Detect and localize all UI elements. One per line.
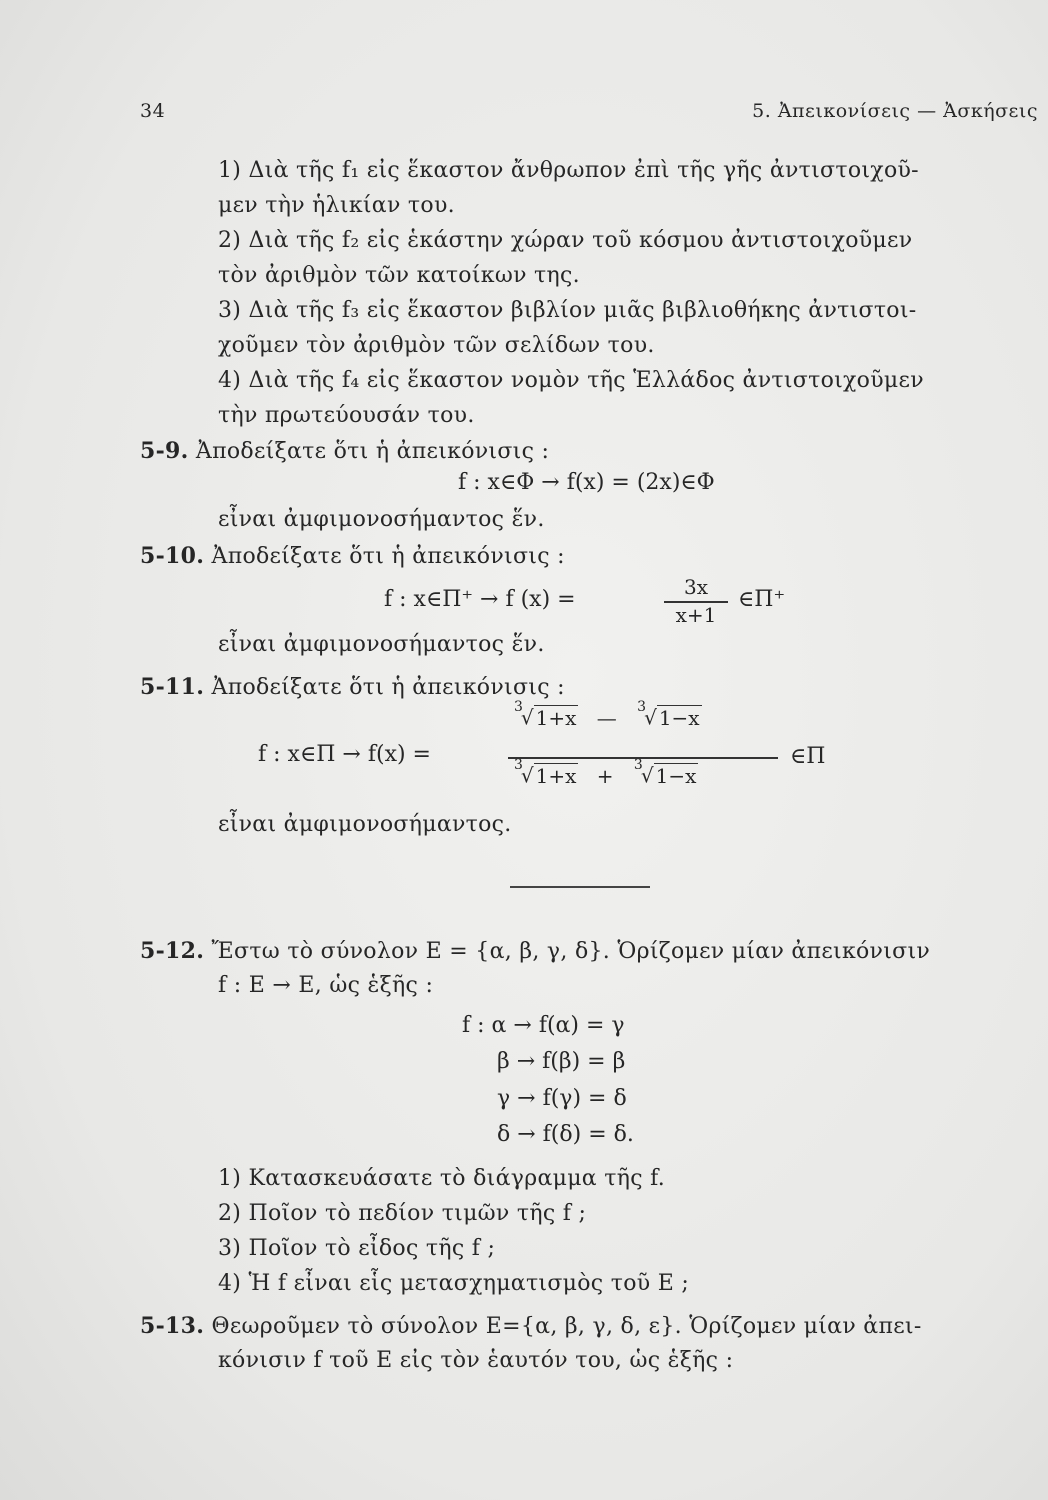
exercise-text: Ἀποδείξατε ὅτι ἡ ἀπεικόνισις : — [195, 439, 550, 464]
exercise-5-13 — [140, 1313, 922, 1339]
question-4: 4) Ἡ f εἶναι εἷς μετασχηματισμὸς τοῦ E ; — [218, 1271, 690, 1296]
formula-5-10-left: f : x∈Π⁺ → f (x) = — [384, 587, 576, 612]
chapter-title: 5. Ἀπεικονίσεις — Ἀσκήσεις — [752, 100, 1038, 122]
exercise-number: 5-9. — [140, 438, 189, 464]
radical-sign: √ — [640, 763, 654, 788]
intro-line-1: 1) Διὰ τῆς f₁ εἰς ἕκαστον ἄνθρωπον ἐπὶ τῆς γῆς ἀντιστοιχοῦ- — [218, 158, 919, 183]
conclusion-5-10: εἶναι ἀμφιμονοσήμαντος ἕν. — [218, 632, 545, 657]
question-1: 1) Κατασκευάσατε τὸ διάγραμμα τῆς f. — [218, 1166, 666, 1191]
mapping-beta: β → f(β) = β — [497, 1049, 626, 1074]
question-2: 2) Ποῖον τὸ πεδίον τιμῶν τῆς f ; — [218, 1201, 587, 1226]
plus-operator: + — [596, 763, 614, 788]
radicand: 1+x — [535, 705, 577, 730]
mapping-gamma: γ → f(γ) = δ — [497, 1086, 627, 1111]
conclusion-5-11: εἶναι ἀμφιμονοσήμαντος. — [218, 812, 512, 837]
intro-line-2: μεν τὴν ἡλικίαν του. — [218, 193, 455, 218]
section-separator — [510, 886, 650, 888]
radicand: 1−x — [658, 705, 700, 730]
root-index: 3 — [514, 757, 523, 773]
exercise-5-13-line2: κόνισιν f τοῦ E εἰς τὸν ἑαυτόν του, ὡς ἑξῆς : — [218, 1348, 734, 1373]
exercise-number: 5-10. — [140, 543, 205, 569]
exercise-5-11 — [140, 674, 565, 700]
exercise-number: 5-11. — [140, 674, 205, 700]
exercise-number: 5-12. — [140, 938, 205, 964]
exercise-text: Ἀποδείξατε ὅτι ἡ ἀπεικόνισις : — [211, 675, 565, 700]
denominator-radicals — [512, 757, 698, 788]
exercise-5-12 — [140, 938, 930, 964]
page-number: 34 — [140, 100, 166, 122]
mapping-delta: δ → f(δ) = δ. — [497, 1122, 634, 1147]
intro-line-8: τὴν πρωτεύουσάν του. — [218, 403, 475, 428]
exercise-text: Ἀποδείξατε ὅτι ἡ ἀπεικόνισις : — [211, 544, 565, 569]
fraction-numerator: 3x — [683, 575, 708, 599]
conclusion-5-9: εἶναι ἀμφιμονοσήμαντος ἕν. — [218, 507, 545, 532]
root-index: 3 — [633, 757, 643, 773]
exercise-text: Ἔστω τὸ σύνολον E = {α, β, γ, δ}. Ὁρίζομεν μίαν ἀπεικόνισιν — [211, 939, 931, 964]
root-index: 3 — [514, 699, 523, 715]
formula-5-11-right: ∈Π — [790, 744, 826, 769]
fraction-bar — [508, 757, 778, 759]
intro-line-7: 4) Διὰ τῆς f₄ εἰς ἕκαστον νομὸν τῆς Ἑλλάδος ἀντιστοιχοῦμεν — [218, 368, 924, 393]
radical-sign: √ — [644, 705, 657, 730]
exercise-number: 5-13. — [140, 1313, 205, 1339]
radicand: 1−x — [655, 763, 697, 788]
exercise-5-10 — [140, 543, 565, 569]
radical-sign: √ — [520, 763, 534, 788]
exercise-5-12-line2: f : E → E, ὡς ἑξῆς : — [218, 973, 434, 998]
mapping-alpha: f : α → f(α) = γ — [462, 1013, 625, 1038]
radicand: 1+x — [535, 763, 577, 788]
fraction-denominator: x+1 — [675, 603, 717, 627]
intro-line-3: 2) Διὰ τῆς f₂ εἰς ἑκάστην χώραν τοῦ κόσμου ἀντιστοιχοῦμεν — [218, 228, 913, 253]
root-index: 3 — [637, 699, 647, 715]
formula-5-11-left: f : x∈Π → f(x) = — [258, 742, 431, 767]
formula-5-10-right: ∈Π⁺ — [738, 587, 786, 612]
exercise-5-9 — [140, 438, 549, 464]
intro-line-4: τὸν ἀριθμὸν τῶν κατοίκων της. — [218, 263, 580, 288]
intro-line-6: χοῦμεν τὸν ἀριθμὸν τῶν σελίδων του. — [218, 333, 655, 358]
radical-sign: √ — [520, 705, 534, 730]
minus-operator: — — [596, 705, 617, 730]
question-3: 3) Ποῖον τὸ εἶδος τῆς f ; — [218, 1236, 496, 1261]
numerator-radicals — [512, 699, 702, 730]
intro-line-5: 3) Διὰ τῆς f₃ εἰς ἕκαστον βιβλίον μιᾶς βιβλιοθήκης ἀντιστοι- — [218, 298, 917, 323]
formula-5-9: f : x∈Φ → f(x) = (2x)∈Φ — [458, 470, 715, 495]
exercise-text: Θεωροῦμεν τὸ σύνολον E={α, β, γ, δ, ε}. Ὁρίζομεν μίαν ἀπει- — [211, 1314, 922, 1339]
